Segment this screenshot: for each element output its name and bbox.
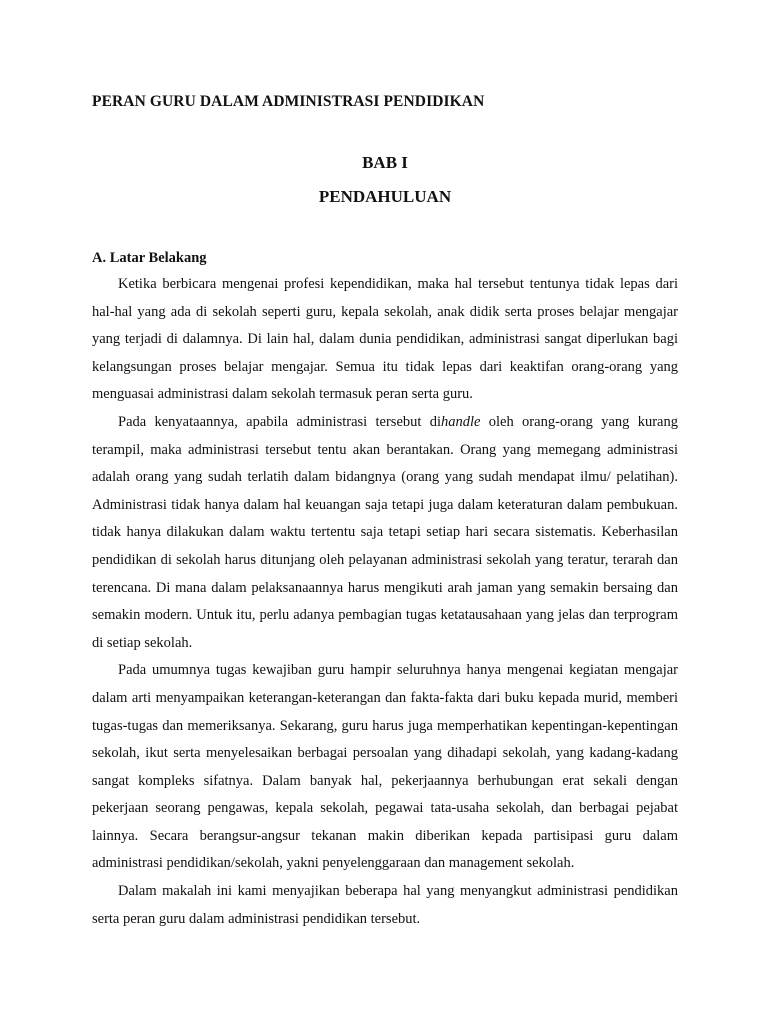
- chapter-title: PENDAHULUAN: [318, 187, 452, 206]
- paragraph-2-before: Pada kenyataannya, apabila administrasi tersebut di: [118, 413, 441, 430]
- document-page: [92, 90, 678, 933]
- chapter-number: BAB I: [362, 153, 408, 172]
- paragraph-2-after: oleh orang-orang yang kurang terampil, maka administrasi tersebut tentu akan berantakan. Orang yang memegang administrasi adalah orang yang sudah terlatih dalam bidangnya (orang yang sudah mendapat ilmu/ pelatihan). Administrasi tidak hanya dalam hal keuangan saja tetapi juga dalam keteraturan dalam pembukuan. tidak hanya dilakukan dalam waktu tertentu saja tetapi setiap hari secara sistematis. Keberhasilan pendidikan di sekolah harus ditunjang oleh pelayanan administrasi sekolah yang teratur, terarah dan terencana. Di mana dalam pelaksanaannya harus mengikuti arah jaman yang semakin bersaing dan semakin modern. Untuk itu, perlu adanya pembagian tugas ketatausahaan yang jelas dan terprogram di setiap sekolah.: [92, 413, 678, 651]
- paragraph-2-italic: handle: [441, 413, 481, 430]
- paragraph-1: Ketika berbicara mengenai profesi kependidikan, maka hal tersebut tentunya tidak lepas dari hal-hal yang ada di sekolah seperti guru, kepala sekolah, anak didik serta proses belajar mengajar yang terjadi di dalamnya. Di lain hal, dalam dunia pendidikan, administrasi sangat diperlukan bagi kelangsungan proses belajar mengajar. Semua itu tidak lepas dari keaktifan orang-orang yang menguasai administrasi dalam sekolah termasuk peran serta guru.: [92, 276, 678, 403]
- section-heading: A. Latar Belakang: [92, 250, 207, 266]
- paragraph-2: [92, 409, 678, 657]
- paragraph-4: Dalam makalah ini kami menyajikan beberapa hal yang menyangkut administrasi pendidikan serta peran guru dalam administrasi pendidikan tersebut.: [92, 883, 678, 927]
- paragraph-3: Pada umumnya tugas kewajiban guru hampir seluruhnya hanya mengenai kegiatan mengajar dalam arti menyampaikan keterangan-keterangan dan fakta-fakta dari buku kepada murid, memberi tugas-tugas dan memeriksanya. Sekarang, guru harus juga memperhatikan kepentingan-kepentingan sekolah, ikut serta menyelesaikan berbagai persoalan yang dihadapi sekolah, yang kadang-kadang sangat kompleks sifatnya. Dalam banyak hal, pekerjaannya berhubungan erat sekali dengan pekerjaan seorang pengawas, kepala sekolah, pegawai tata-usaha sekolah, dan berbagai pejabat lainnya. Secara berangsur-angsur tekanan makin diberikan kepada partisipasi guru dalam administrasi pendidikan/sekolah, yakni penyelenggaraan dan management sekolah.: [92, 662, 678, 872]
- document-title: PERAN GURU DALAM ADMINISTRASI PENDIDIKAN: [92, 93, 485, 110]
